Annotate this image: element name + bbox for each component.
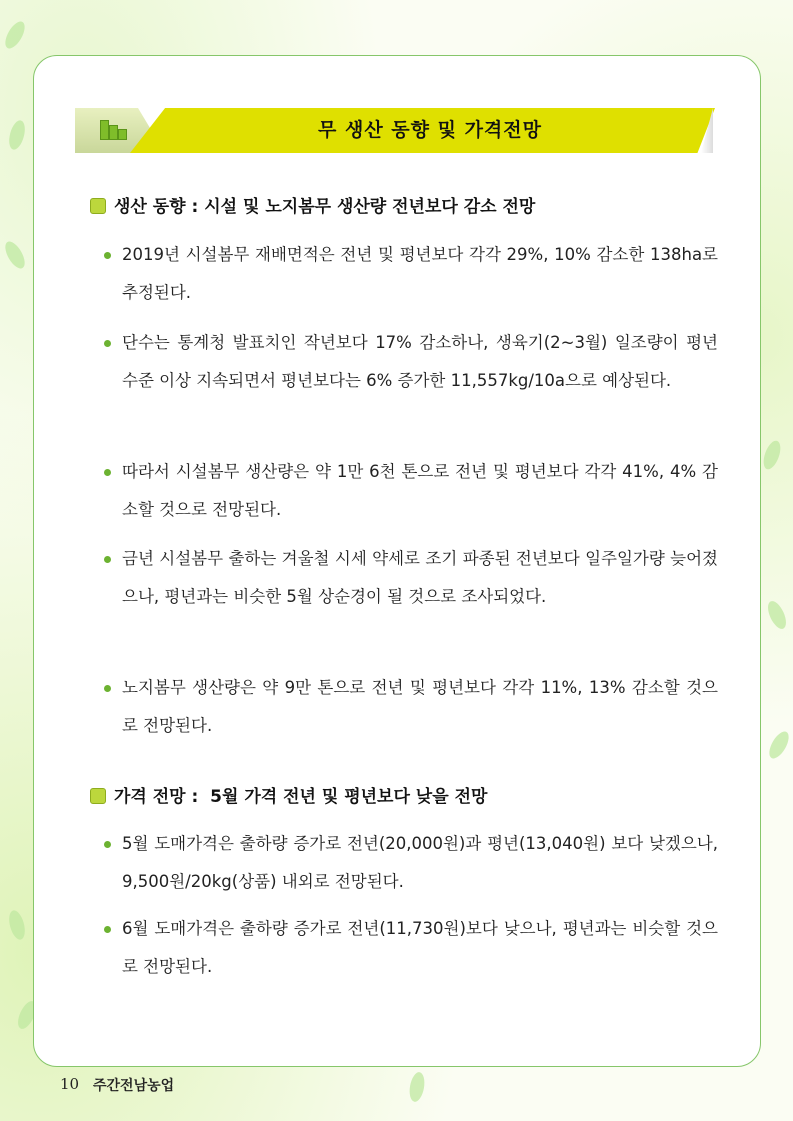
title-banner	[75, 108, 715, 153]
bullet-icon	[104, 926, 111, 933]
list-item: 금년 시설봄무 출하는 겨울철 시세 약세로 조기 파종된 전년보다 일주일가량 늦어졌으나, 평년과는 비슷한 5월 상순경이 될 것으로 조사되었다.	[104, 540, 718, 616]
list-item: 5월 도매가격은 출하량 증가로 전년(20,000원)과 평년(13,040원) 보다 낮겠으나, 9,500원/20kg(상품) 내외로 전망된다.	[104, 825, 718, 901]
publication-name: 주간전남농업	[93, 1078, 175, 1094]
bullet-icon	[104, 340, 111, 347]
bullet-icon	[104, 841, 111, 848]
bullet-icon	[104, 685, 111, 692]
leaf-decoration	[1, 19, 28, 52]
list-item: 따라서 시설봄무 생산량은 약 1만 6천 톤으로 전년 및 평년보다 각각 41%, 4% 감소할 것으로 전망된다.	[104, 453, 718, 529]
leaf-decoration	[765, 729, 792, 762]
list-item: 6월 도매가격은 출하량 증가로 전년(11,730원)보다 낮으나, 평년과는 비슷할 것으로 전망된다.	[104, 910, 718, 986]
section-heading: 생산 동향 : 시설 및 노지봄무 생산량 전년보다 감소 전망	[90, 192, 535, 217]
bullet-icon	[104, 556, 111, 563]
leaf-decoration	[760, 439, 783, 472]
leaf-decoration	[408, 1071, 427, 1103]
list-item: 노지봄무 생산량은 약 9만 톤으로 전년 및 평년보다 각각 11%, 13% 감소할 것으로 전망된다.	[104, 669, 718, 745]
page-number: 10	[60, 1075, 80, 1093]
bar-chart-icon	[100, 120, 128, 140]
bullet-icon	[104, 469, 111, 476]
bullet-icon	[104, 252, 111, 259]
square-bullet-icon	[90, 788, 106, 804]
list-item: 2019년 시설봄무 재배면적은 전년 및 평년보다 각각 29%, 10% 감소한 138ha로 추정된다.	[104, 236, 718, 312]
page-title: 무 생산 동향 및 가격전망	[318, 119, 542, 141]
leaf-decoration	[764, 598, 789, 631]
leaf-decoration	[1, 239, 28, 272]
list-item: 단수는 통계청 발표치인 작년보다 17% 감소하나, 생육기(2~3월) 일조량이 평년 수준 이상 지속되면서 평년보다는 6% 증가한 11,557kg/10a으로 예상된다.	[104, 324, 718, 400]
square-bullet-icon	[90, 198, 106, 214]
section-heading: 가격 전망 : 5월 가격 전년 및 평년보다 낮을 전망	[90, 782, 487, 807]
leaf-decoration	[6, 119, 27, 152]
leaf-decoration	[6, 909, 27, 942]
